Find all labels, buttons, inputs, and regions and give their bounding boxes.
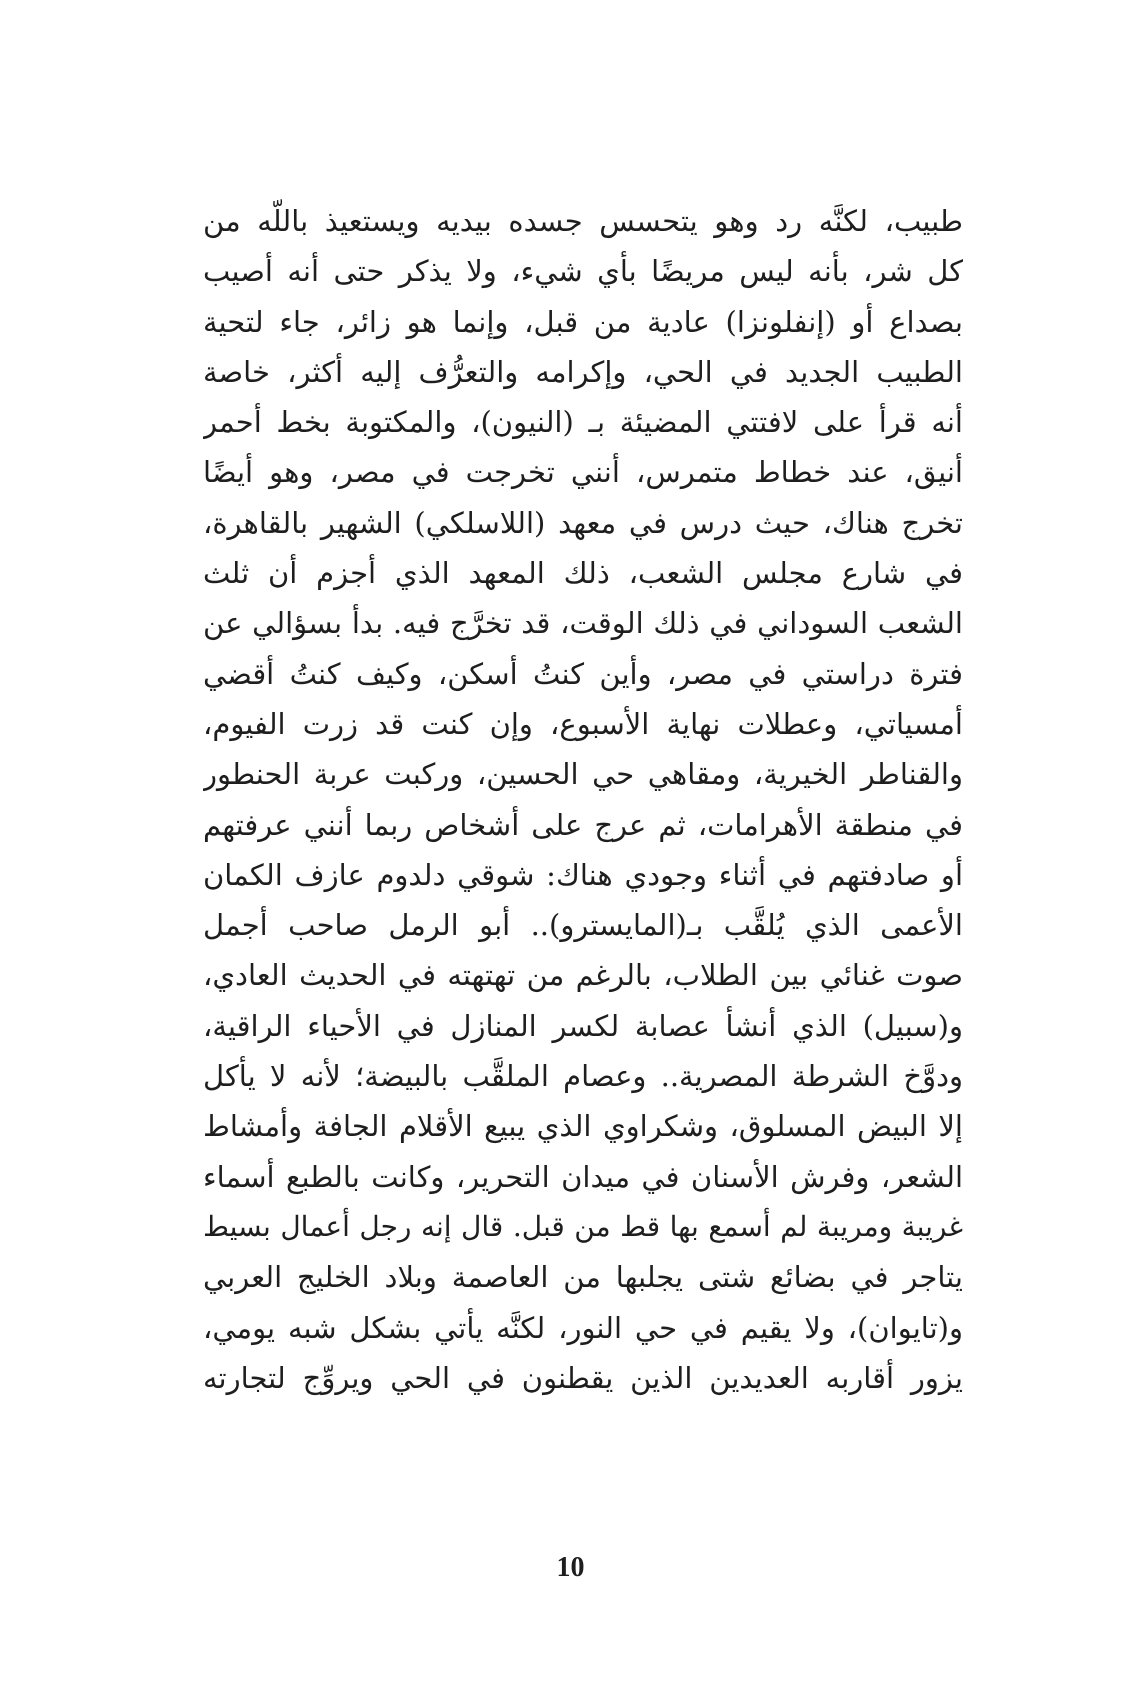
- text-line: ودوَّخ الشرطة المصرية.. وعصام الملقَّب بالبيضة؛ لأنه لا يأكل: [203, 1059, 963, 1094]
- page-number: 10: [556, 1552, 585, 1583]
- text-line: غريبة ومريبة لم أسمع بها قط من قبل. قال إنه رجل أعمال بسيط: [203, 1209, 963, 1243]
- text-line: في منطقة الأهرامات، ثم عرج على أشخاص ربما أنني عرفتهم: [203, 807, 963, 842]
- text-line: تخرج هناك، حيث درس في معهد (اللاسلكي) الشهير بالقاهرة،: [203, 505, 963, 540]
- text-line: في شارع مجلس الشعب، ذلك المعهد الذي أجزم أن ثلث: [203, 556, 963, 591]
- text-line: فترة دراستي في مصر، وأين كنتُ أسكن، وكيف كنتُ أقضي: [203, 656, 963, 691]
- text-line: أنيق، عند خطاط متمرس، أنني تخرجت في مصر، وهو أيضًا: [203, 455, 963, 490]
- text-line: صوت غنائي بين الطلاب، بالرغم من تهتهته في الحديث العادي،: [203, 958, 963, 993]
- text-line: يزور أقاربه العديدين الذين يقطنون في الحي ويروِّج لتجارته: [203, 1360, 963, 1395]
- text-line: و(سبيل) الذي أنشأ عصابة لكسر المنازل في الأحياء الراقية،: [203, 1008, 963, 1043]
- text-line: الطبيب الجديد في الحي، وإكرامه والتعرُّف إليه أكثر، خاصة: [203, 354, 963, 389]
- text-line: والقناطر الخيرية، ومقاهي حي الحسين، وركبت عربة الحنطور: [203, 757, 963, 792]
- text-line: و(تايوان)، ولا يقيم في حي النور، لكنَّه يأتي بشكل شبه يومي،: [203, 1310, 963, 1345]
- text-line: إلا البيض المسلوق، وشكراوي الذي يبيع الأقلام الجافة وأمشاط: [203, 1109, 963, 1144]
- text-line: أمسياتي، وعطلات نهاية الأسبوع، وإن كنت قد زرت الفيوم،: [203, 706, 963, 741]
- text-line: يتاجر في بضائع شتى يجلبها من العاصمة وبلاد الخليج العربي: [203, 1260, 963, 1295]
- text-line: أو صادفتهم في أثناء وجودي هناك: شوقي دلدوم عازف الكمان: [203, 857, 963, 892]
- text-line: كل شر، بأنه ليس مريضًا بأي شيء، ولا يذكر حتى أنه أصيب: [203, 254, 963, 289]
- text-line: طبيب، لكنَّه رد وهو يتحسس جسده بيديه ويستعيذ باللّه من: [203, 204, 963, 238]
- text-line: الشعب السوداني في ذلك الوقت، قد تخرَّج فيه. بدأ بسؤالي عن: [203, 606, 963, 641]
- body-text: [203, 196, 963, 1403]
- text-line: بصداع أو (إنفلونزا) عادية من قبل، وإنما هو زائر، جاء لتحية: [203, 304, 963, 339]
- text-line: الأعمى الذي يُلقَّب بـ(المايسترو).. أبو الرمل صاحب أجمل: [203, 908, 963, 943]
- text-line: أنه قرأ على لافتتي المضيئة بـ (النيون)، والمكتوبة بخط أحمر: [203, 405, 963, 440]
- text-line: الشعر، وفرش الأسنان في ميدان التحرير، وكانت بالطبع أسماء: [203, 1159, 963, 1194]
